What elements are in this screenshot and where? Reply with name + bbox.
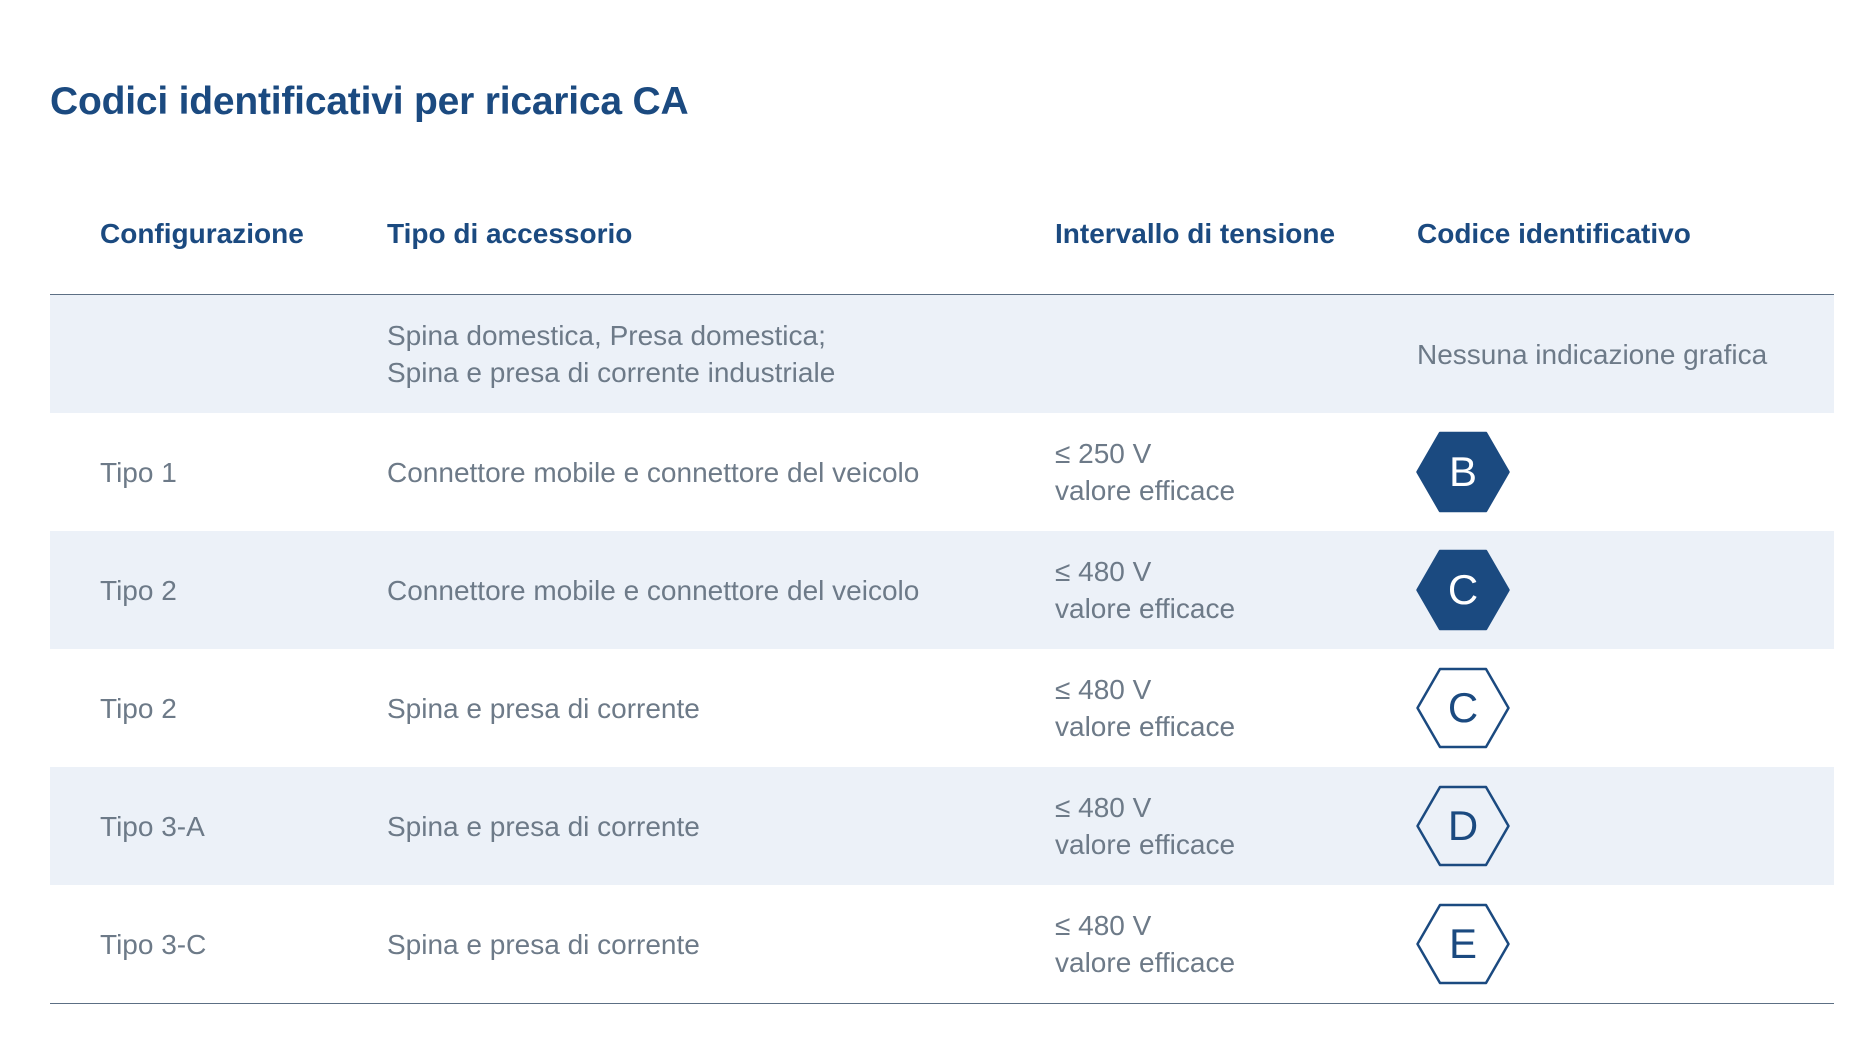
tensione-line-2: valore efficace <box>1055 593 1236 624</box>
cell-tensione <box>1055 531 1235 649</box>
cell-configurazione <box>100 531 177 649</box>
tensione-line-2: valore efficace <box>1055 475 1236 506</box>
configurazione-text: Tipo 3-C <box>100 928 207 960</box>
configurazione-text: Tipo 1 <box>100 456 177 488</box>
badge-letter: C <box>1447 566 1479 613</box>
hexagon-code-badge <box>1416 903 1510 985</box>
header-tipo-accessorio: Tipo di accessorio <box>387 218 633 249</box>
tensione-line-1: ≤ 480 V <box>1055 556 1152 587</box>
cell-accessorio <box>387 767 700 885</box>
table-row <box>50 295 1834 413</box>
accessorio-line-1: Connettore mobile e connettore del veicolo <box>387 574 920 606</box>
badge-letter: B <box>1448 448 1477 495</box>
accessorio-line-1: Spina e presa di corrente <box>387 810 700 842</box>
cell-configurazione <box>100 767 205 885</box>
page-title: Codici identificativi per ricarica CA <box>50 80 689 123</box>
hexagon-code-badge <box>1416 667 1510 749</box>
tensione-line-1: ≤ 480 V <box>1055 792 1152 823</box>
cell-configurazione <box>100 649 177 767</box>
codice-text: Nessuna indicazione grafica <box>1417 338 1768 370</box>
hexagon-code-badge <box>1416 431 1510 513</box>
cell-accessorio <box>387 295 835 413</box>
table-row <box>50 649 1834 767</box>
hexagon-code-badge <box>1416 785 1510 867</box>
cell-tensione <box>1055 649 1235 767</box>
configurazione-text: Tipo 3-A <box>100 810 205 842</box>
tensione-line-2: valore efficace <box>1055 829 1236 860</box>
badge-letter: E <box>1448 920 1477 967</box>
cell-tensione <box>1055 885 1235 1003</box>
cell-codice <box>1417 295 1767 413</box>
hexagon-code-badge <box>1416 549 1510 631</box>
badge-letter: D <box>1447 802 1479 849</box>
table-row <box>50 531 1834 649</box>
charging-codes-table <box>50 190 1834 1004</box>
accessorio-line-2: Spina e presa di corrente industriale <box>387 357 836 388</box>
cell-configurazione <box>100 413 177 531</box>
cell-accessorio <box>387 413 919 531</box>
cell-accessorio <box>387 649 700 767</box>
cell-tensione <box>1055 767 1235 885</box>
header-codice-identificativo: Codice identificativo <box>1417 218 1691 249</box>
cell-accessorio <box>387 885 700 1003</box>
badge-letter: C <box>1447 684 1479 731</box>
header-configurazione: Configurazione <box>100 218 304 249</box>
configurazione-text: Tipo 2 <box>100 692 177 724</box>
tensione-line-1: ≤ 480 V <box>1055 910 1152 941</box>
cell-configurazione <box>100 885 206 1003</box>
tensione-line-1: ≤ 480 V <box>1055 674 1152 705</box>
tensione-line-2: valore efficace <box>1055 947 1236 978</box>
table-row <box>50 767 1834 885</box>
table-row <box>50 885 1834 1004</box>
table-row <box>50 413 1834 531</box>
table-header <box>50 190 1834 295</box>
tensione-line-2: valore efficace <box>1055 711 1236 742</box>
accessorio-line-1: Spina e presa di corrente <box>387 928 700 960</box>
accessorio-line-1: Spina domestica, Presa domestica; <box>387 320 826 351</box>
accessorio-line-1: Spina e presa di corrente <box>387 692 700 724</box>
header-intervallo-tensione: Intervallo di tensione <box>1055 218 1336 249</box>
configurazione-text: Tipo 2 <box>100 574 177 606</box>
cell-accessorio <box>387 531 919 649</box>
tensione-line-1: ≤ 250 V <box>1055 438 1152 469</box>
cell-tensione <box>1055 413 1235 531</box>
accessorio-line-1: Connettore mobile e connettore del veicolo <box>387 456 920 488</box>
